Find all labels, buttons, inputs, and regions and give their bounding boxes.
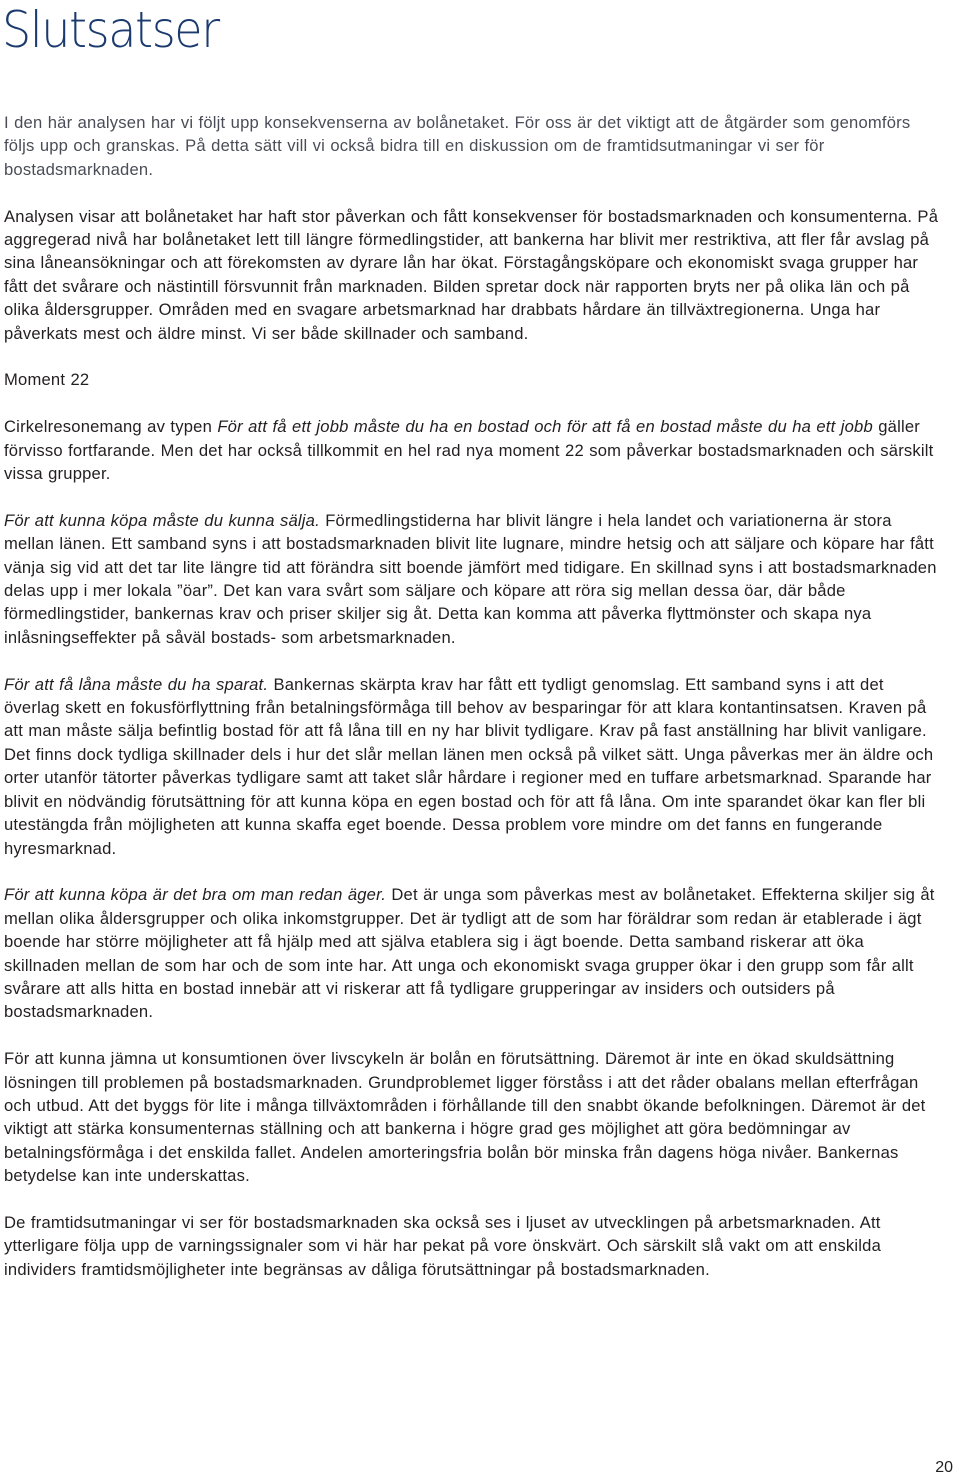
section-heading: Moment 22 bbox=[4, 370, 90, 390]
italic-lead: För att kunna köpa måste du kunna sälja. bbox=[4, 510, 320, 530]
intro-paragraph: I den här analysen har vi följt upp konsekvenserna av bolånetaket. För oss är det viktigt att de åtgärder som genomförs följs upp och granskas. På detta sätt vill vi också bidra till en diskussion om de framtidsutmaningar vi ser för bostadsmarknaden. bbox=[4, 113, 911, 179]
savings-paragraph bbox=[4, 673, 942, 860]
paragraph-rest: Förmedlingstiderna har blivit längre i hela landet och variationerna är stora mellan länen. Ett samband syns i att bostadsmarknaden blivit lite lugnare, mindre hetsig och att säljare och köpare har fått vänja sig vid att det tar lite längre tid att förändra sitt boende jämfört med tidigare. En skillnad syns i att bostadsmarknaden delas upp i mer lokala ”öar”. Det kan vara svårt som säljare och köpare att röra sig mellan dessa öar, där både förmedlingstider, bankernas krav och priser skiljer sig åt. Detta kan komma att påverka flyttmönster och skapa nya inlåsningseffekter på såväl bostads- som arbetsmarknaden. bbox=[4, 510, 937, 647]
body-text bbox=[4, 111, 942, 1305]
analysis-paragraph: Analysen visar att bolånetaket har haft stor påverkan och fått konsekvenser för bostadsmarknaden och konsumenterna. På aggregerad nivå har bolånetaket lett till längre förmedlingstider, att bankerna har blivit mer restriktiva, att fler får avslag på sina låneansökningar och att förekomsten av dyrare lån har ökat. Förstagångsköpare och ekonomiskt svaga grupper har fått det svårare och nästintill försvunnit från marknaden. Bilden spretar dock när rapporten bryts ner på olika län och på olika åldersgrupper. Områden med en svagare arbetsmarknad har drabbats hårdare än tillväxtregionerna. Unga har påverkats mest och äldre minst. Vi ser både skillnader och samband. bbox=[4, 206, 939, 343]
page-number: 20 bbox=[935, 1459, 953, 1476]
paragraph-rest: gäller förvisso fortfarande. Men det har också tillkommit en hel rad nya moment 22 som påverkar bostadsmarknaden och särskilt vissa grupper. bbox=[4, 417, 934, 484]
paragraph-rest: Bankernas skärpta krav har fått ett tydligt genomslag. Ett samband syns i att det överlag skett en fokusförflyttning från betalningsförmåga till behov av besparingar för att klara kontantinsatsen. Kraven på att man måste sälja befintlig bostad för att få låna till en ny har blivit tydligare. Krav på fast anställning har blivit vanligare. Det finns dock tydliga skillnader dels i hur det slår mellan länen men också på vilket sätt. Unga påverkas mer än äldre och orter utanför tätorter påverkas tydligare samt att taket slår hårdare i regioner med en tuffare arbetsmarknad. Sparande har blivit en nödvändig förutsättning för att kunna köpa en egen bostad och för att få låna. Om inte sparandet ökar kan fler bli utestängda från möjligheten att kunna skaffa eget boende. Dessa problem vore mindre om det fanns en fungerande hyresmarknad. bbox=[4, 674, 934, 858]
paragraph-rest: Det är unga som påverkas mest av bolånetaket. Effekterna skiljer sig åt mellan olika åldersgrupper och olika inkomstgrupper. Det är tydligt att de som har föräldrar som redan är etablerade i ägt boende har större möjligheter att få hjälp med att själva etablera sig i ägt boende. Detta samband riskerar att öka skillnaden mellan de som har och de som inte har. Att unga och ekonomiskt svaga grupper ökar i den grupp som får allt svårare att alls hitta en bostad innebär att vi riskerar att få tydligare grupperingar av insiders och outsiders på bostadsmarknaden. bbox=[4, 885, 935, 1022]
sell-to-buy-paragraph bbox=[4, 509, 942, 649]
italic-phrase: För att få ett jobb måste du ha en bostad och för att få en bostad måste du ha ett jobb bbox=[217, 417, 873, 437]
owners-paragraph bbox=[4, 883, 942, 1023]
consumption-paragraph: För att kunna jämna ut konsumtionen över livscykeln är bolån en förutsättning. Däremot är inte en ökad skuldsättning lösningen till problemen på bostadsmarknaden. Grundproblemet ligger förståss i att det råder obalans mellan efterfrågan och utbud. Att det byggs för lite i många tillväxtområden i förhållande till den snabbt ökande befolkningen. Däremot är det viktigt att stärka konsumenternas ställning och att bankerna i högre grad ges möjlighet att göra bedömningar av betalningsförmåga i det enskilda fallet. Andelen amorteringsfria bolån bör minska från dagens höga nivåer. Bankernas betydelse kan inte underskattas. bbox=[4, 1049, 926, 1186]
circular-reasoning-paragraph bbox=[4, 415, 942, 485]
italic-lead: För att få låna måste du ha sparat. bbox=[4, 674, 269, 694]
page-title: Slutsatser bbox=[2, 1, 219, 59]
future-challenges-paragraph: De framtidsutmaningar vi ser för bostadsmarknaden ska också ses i ljuset av utvecklingen på arbetsmarknaden. Att ytterligare följa upp de varningssignaler som vi här har pekat på vore önskvärt. Och särskilt slå vakt om att enskilda individers framtidsmöjligheter inte begränsas av dåliga förutsättningar på bostadsmarknaden. bbox=[4, 1212, 882, 1279]
italic-lead: För att kunna köpa är det bra om man redan äger. bbox=[4, 885, 387, 905]
paragraph-lead: Cirkelresonemang av typen bbox=[4, 417, 218, 437]
